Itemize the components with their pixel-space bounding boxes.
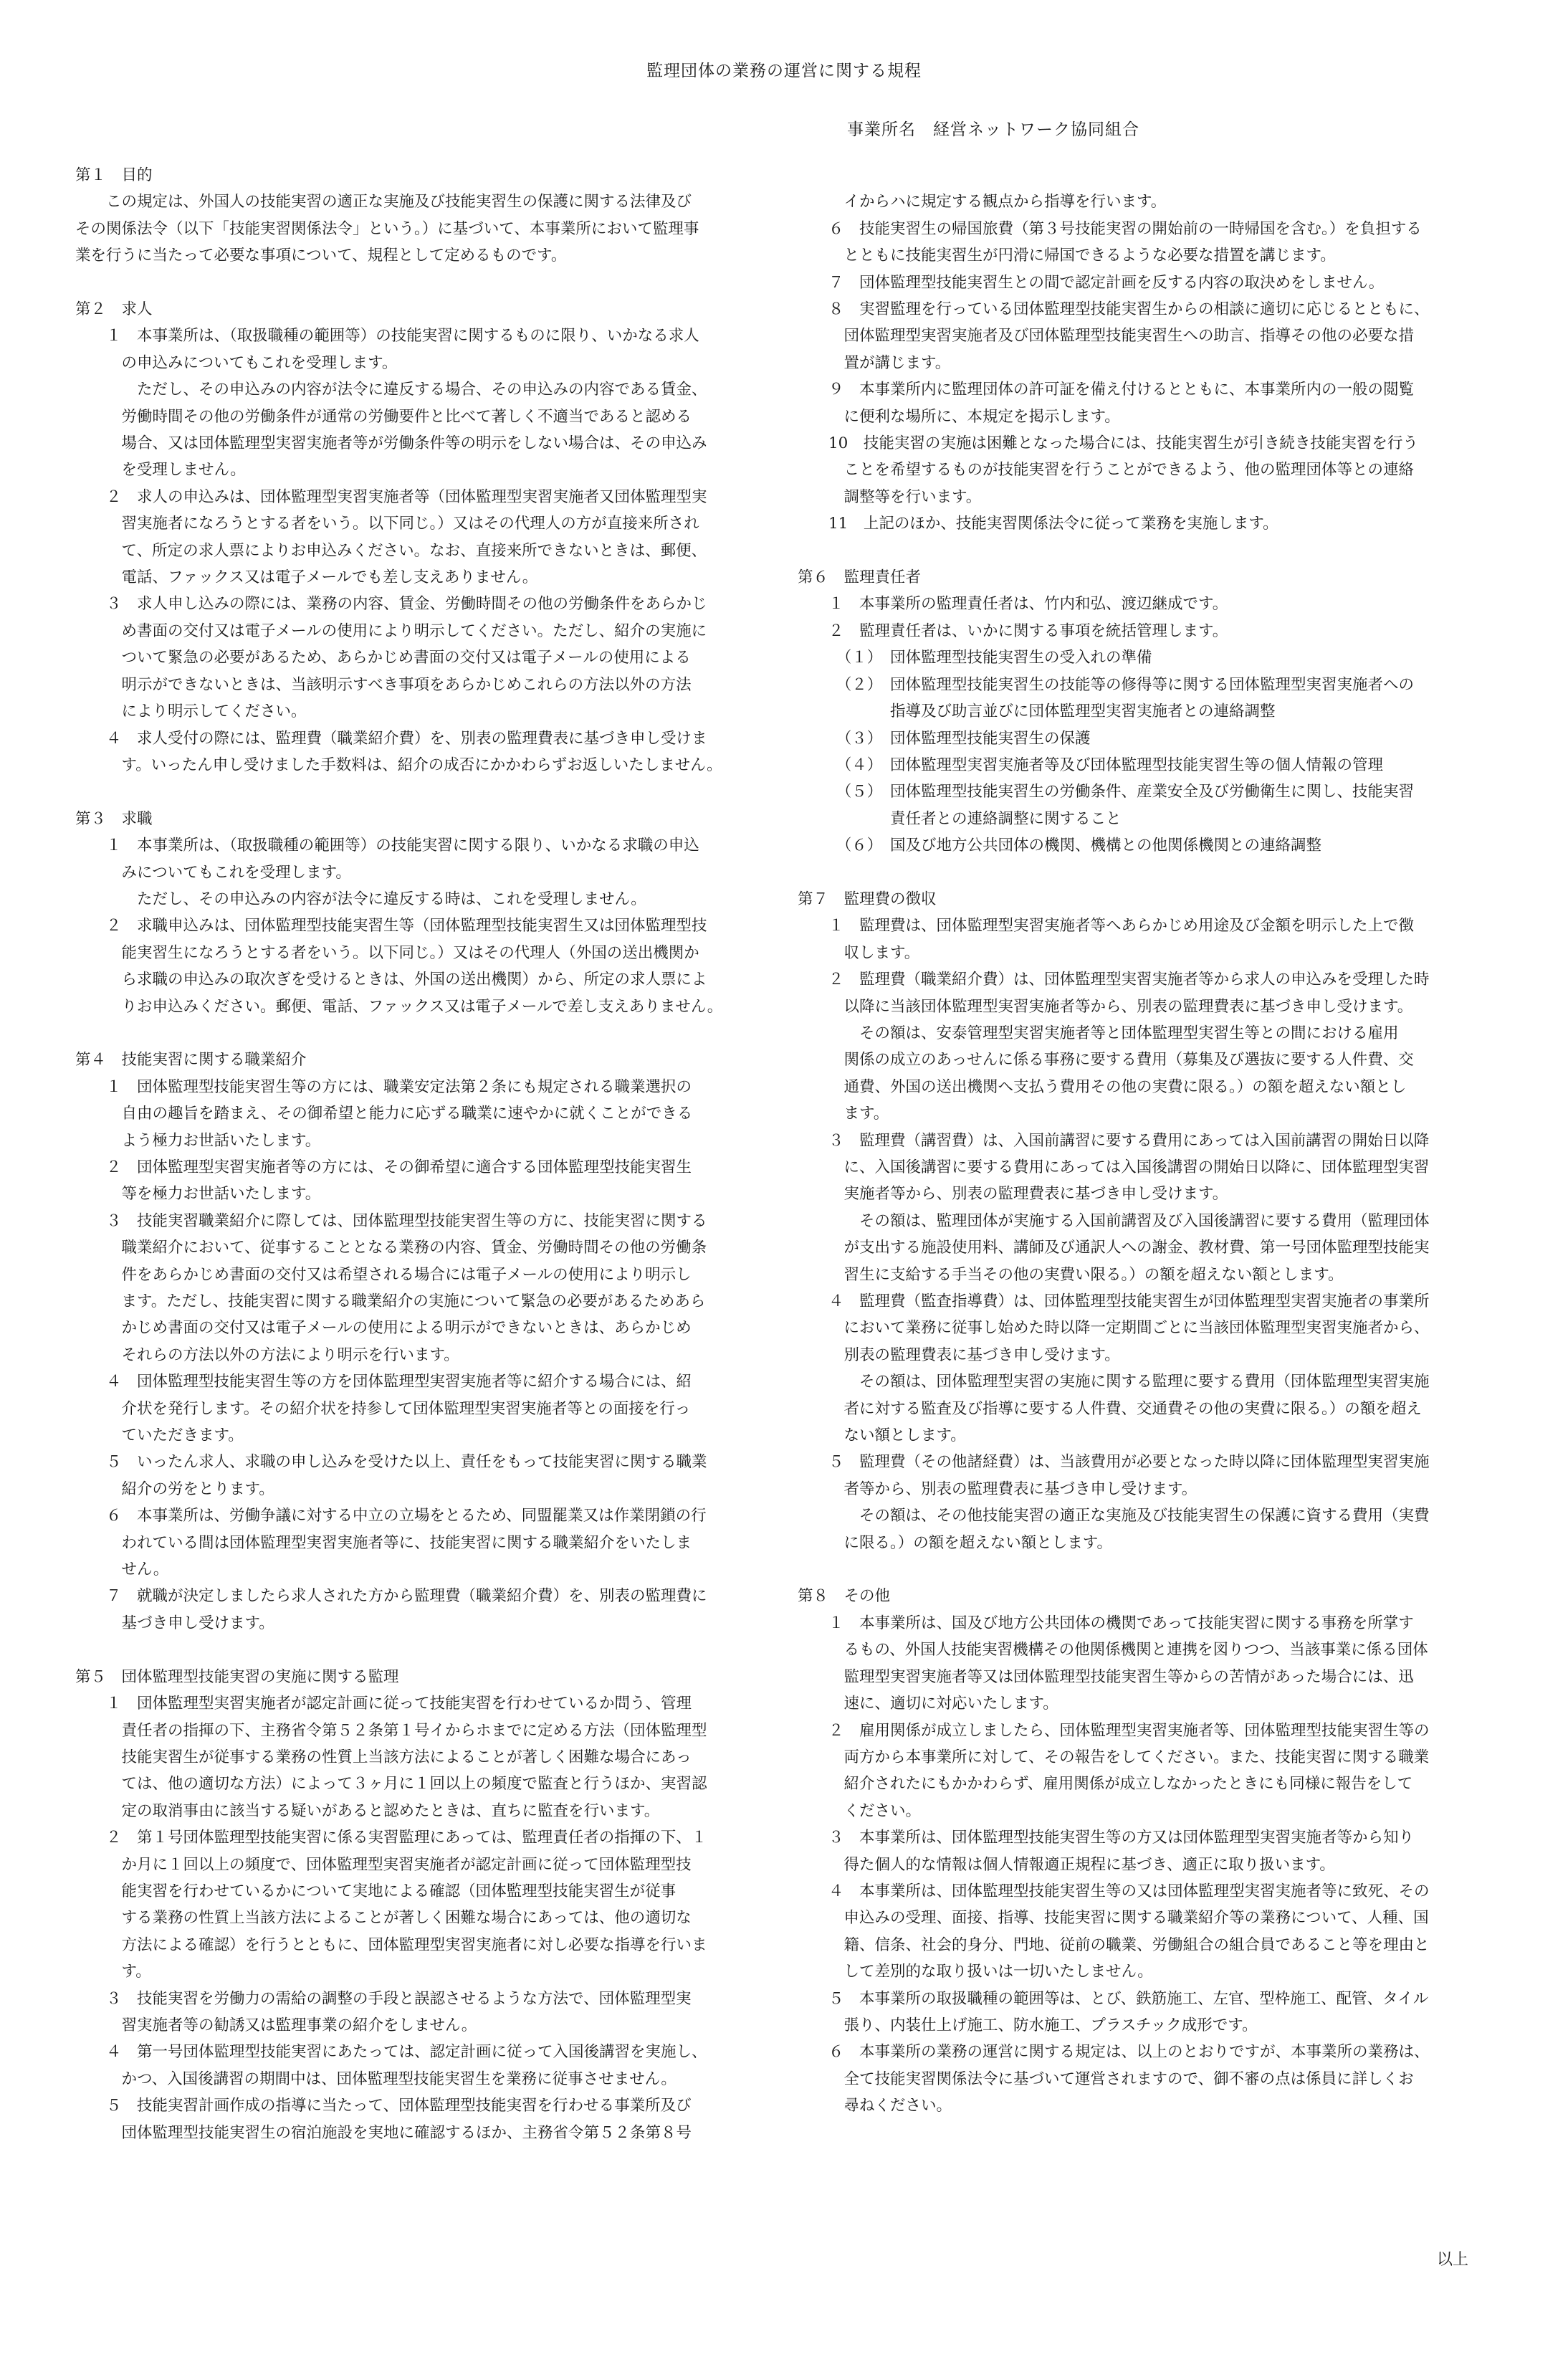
text-line: せん。: [75, 1561, 169, 1579]
blank-line: [798, 538, 1514, 564]
section-heading: 第１ 目的: [75, 166, 153, 184]
text-line: 申込みの受理、面接、指導、技能実習に関する職業紹介等の業務について、人種、国: [798, 1909, 1429, 1928]
text-line: する業務の性質上当該方法によることが著しく困難な場合にあっては、他の適切な: [75, 1909, 692, 1928]
text-line: に、入国後講習に要する費用にあっては入国後講習の開始日以降に、団体監理型実習: [798, 1158, 1430, 1176]
text-line: か月に１回以上の頻度で、団体監理型実習実施者が認定計画に従って団体監理型技: [75, 1855, 692, 1874]
text-line: ない額とします。: [798, 1427, 966, 1445]
blank-line: [75, 1637, 792, 1663]
text-line: （４） 団体監理型実習実施者等及び団体監理型技能実習生等の個人情報の管理: [798, 756, 1384, 774]
text-line: ３ 技能実習を労働力の需給の調整の手段と誤認させるような方法で、団体監理型実: [75, 1989, 692, 2008]
text-line: 責任者の指揮の下、主務省令第５２条第１号イからホまでに定める方法（団体監理型: [75, 1721, 707, 1740]
text-line: ください。: [798, 1801, 922, 1820]
text-line: 監理型実習実施者等又は団体監理型技能実習生等からの苦情があった場合には、迅: [798, 1667, 1414, 1686]
text-line: 11 上記のほか、技能実習関係法令に従って業務を実施します。: [798, 515, 1278, 533]
text-line: ただし、その申込みの内容が法令に違反する場合、その申込みの内容である賃金、: [75, 381, 707, 399]
text-line: ていただきます。: [75, 1427, 244, 1445]
text-line: 団体監理型実習実施者及び団体監理型技能実習生への助言、指導その他の必要な措: [798, 327, 1415, 346]
text-line: 業を行うに当たって必要な事項について、規程として定めるものです。: [75, 247, 567, 265]
section-heading: 第４ 技能実習に関する職業紹介: [75, 1051, 307, 1070]
closing-mark: 以上: [1437, 2251, 1469, 2269]
text-line: ます。: [798, 1105, 889, 1123]
text-line: ２ 監理責任者は、いかに関する事項を統括管理します。: [798, 622, 1228, 640]
text-line: ２ 団体監理型実習実施者等の方には、その御希望に適合する団体監理型技能実習生: [75, 1158, 692, 1176]
text-line: ６ 本事業所の業務の運営に関する規定は、以上のとおりですが、本事業所の業務は、: [798, 2043, 1430, 2062]
text-line: （６） 国及び地方公共団体の機関、機構との他関係機関との連絡調整: [798, 837, 1322, 855]
text-line: 以降に当該団体監理型実習実施者等から、別表の監理費表に基づき申し受けます。: [798, 997, 1413, 1016]
text-line: 労働時間その他の労働条件が通常の労働要件と比べて著しく不適当であると認める: [75, 407, 692, 426]
text-line: す。いったん申し受けました手数料は、紹介の成否にかかわらずお返しいたしません。: [75, 756, 722, 774]
text-line: 基づき申し受けます。: [75, 1614, 274, 1632]
text-line: 技能実習生が従事する業務の性質上当該方法によることが著しく困難な場合にあっ: [75, 1748, 692, 1766]
text-line: それらの方法以外の方法により明示を行います。: [75, 1346, 459, 1364]
text-line: て、所定の求人票によりお申込みください。なお、直接来所できないときは、郵便、: [75, 541, 707, 560]
text-line: ３ 本事業所は、団体監理型技能実習生等の方又は団体監理型実習実施者等から知り: [798, 1829, 1415, 1847]
text-line: して差別的な取り扱いは一切いたしません。: [798, 1963, 1153, 1981]
text-line: かじめ書面の交付又は電子メールの使用による明示ができないときは、あらかじめ: [75, 1319, 692, 1338]
text-line: 関係の成立のあっせんに係る事務に要する費用（募集及び選抜に要する人件費、交: [798, 1051, 1414, 1070]
text-line: ４ 求人受付の際には、監理費（職業紹介費）を、別表の監理費表に基づき申し受けま: [75, 729, 707, 748]
text-line: 方法による確認）を行うとともに、団体監理型実習実施者に対し必要な指導を行いま: [75, 1935, 707, 1954]
section-heading: 第２ 求人: [75, 300, 153, 319]
text-line: ５ 技能実習計画作成の指導に当たって、団体監理型技能実習を行わせる事業所及び: [75, 2097, 692, 2115]
text-line: 習生に支給する手当その他の実費い限る。）の額を超えない額とします。: [798, 1265, 1344, 1284]
text-line: りお申込みください。郵便、電話、ファックス又は電子メールで差し支えありません。: [75, 997, 723, 1016]
text-line: 習実施者等の勧誘又は監理事業の紹介をしません。: [75, 2016, 477, 2034]
text-line: よう極力お世話いたします。: [75, 1131, 321, 1150]
right-column: [798, 162, 1514, 2120]
text-line: ４ 監理費（監査指導費）は、団体監理型技能実習生が団体監理型実習実施者の事業所: [798, 1292, 1430, 1311]
section-heading: 第５ 団体監理型技能実習の実施に関する監理: [75, 1667, 399, 1686]
text-line: 尋ねください。: [798, 2097, 952, 2115]
text-line: 責任者との連絡調整に関すること: [798, 809, 1122, 828]
text-line: ３ 求人申し込みの際には、業務の内容、賃金、労働時間その他の労働条件をあらかじ: [75, 595, 707, 614]
blank-line: [75, 778, 792, 805]
text-line: 能実習生になろうとする者をいう。以下同じ。）又はその代理人（外国の送出機関か: [75, 943, 699, 962]
text-line: 能実習を行わせているかについて実地による確認（団体監理型技能実習生が従事: [75, 1882, 677, 1900]
text-line: 張り、内装仕上げ施工、防水施工、プラスチック成形です。: [798, 2016, 1258, 2034]
text-line: 籍、信条、社会的身分、門地、従前の職業、労働組合の組合員であること等を理由と: [798, 1935, 1430, 1954]
text-line: を受理しません。: [75, 461, 246, 480]
text-line: ２ 第１号団体監理型技能実習に係る実習監理にあっては、監理責任者の指揮の下、１: [75, 1829, 707, 1847]
text-line: その額は、団体監理型実習の実施に関する監理に要する費用（団体監理型実習実施: [798, 1373, 1430, 1391]
office-name: 事業所名 経営ネットワーク協同組合: [847, 120, 1139, 139]
text-line: ２ 求職申込みは、団体監理型技能実習生等（団体監理型技能実習生又は団体監理型技: [75, 917, 707, 935]
text-line: ２ 求人の申込みは、団体監理型実習実施者等（団体監理型実習実施者又団体監理型実: [75, 487, 707, 506]
text-line: 定の取消事由に該当する疑いがあると認めたときは、直ちに監査を行います。: [75, 1801, 660, 1820]
text-line: により明示してください。: [75, 703, 307, 721]
text-line: ては、他の適切な方法）によって３ヶ月に１回以上の頻度で監査と行うほか、実習認: [75, 1775, 707, 1794]
text-line: 別表の監理費表に基づき申し受けます。: [798, 1346, 1120, 1364]
text-line: ５ 本事業所の取扱職種の範囲等は、とび、鉄筋施工、左官、型枠施工、配管、タイル: [798, 1989, 1429, 2008]
text-line: （２） 団体監理型技能実習生の技能等の修得等に関する団体監理型実習実施者への: [798, 675, 1415, 694]
document-title: 監理団体の業務の運営に関する規程: [646, 62, 922, 80]
text-line: その額は、その他技能実習の適正な実施及び技能実習生の保護に資する費用（実費: [798, 1507, 1430, 1525]
text-line: みについてもこれを受理します。: [75, 863, 351, 882]
text-line: 自由の趣旨を踏まえ、その御希望と能力に応ずる職業に速やかに就くことができる: [75, 1105, 693, 1123]
text-line: ついて緊急の必要があるため、あらかじめ書面の交付又は電子メールの使用による: [75, 649, 691, 667]
text-line: 場合、又は団体監理型実習実施者等が労働条件等の明示をしない場合は、その申込み: [75, 434, 707, 453]
text-line: 件をあらかじめ書面の交付又は希望される場合には電子メールの使用により明示し: [75, 1265, 692, 1284]
text-line: ２ 雇用関係が成立しましたら、団体監理型実習実施者等、団体監理型技能実習生等の: [798, 1721, 1430, 1740]
text-line: ４ 本事業所は、団体監理型技能実習生等の又は団体監理型実習実施者等に致死、その: [798, 1882, 1430, 1900]
text-line: ７ 就職が決定しましたら求人された方から監理費（職業紹介費）を、別表の監理費に: [75, 1587, 707, 1606]
text-line: 職業紹介において、従事することとなる業務の内容、賃金、労働時間その他の労働条: [75, 1239, 707, 1257]
text-line: １ 団体監理型実習実施者が認定計画に従って技能実習を行わせているか問う、管理: [75, 1695, 692, 1713]
text-line: 調整等を行います。: [798, 487, 982, 506]
text-line: １ 本事業所は、（取扱職種の範囲等）の技能実習に関する限り、いかなる求職の申込: [75, 837, 699, 855]
text-line: １ 監理費は、団体監理型実習実施者等へあらかじめ用途及び金額を明示した上で徴: [798, 917, 1415, 935]
text-line: イからハに規定する観点から指導を行います。: [798, 193, 1167, 211]
text-line: その額は、安泰管理型実習実施者等と団体監理型実習生等との間における雇用: [798, 1024, 1399, 1042]
text-line: 実施者等から、別表の監理費表に基づき申し受けます。: [798, 1185, 1228, 1204]
text-line: その関係法令（以下「技能実習関係法令」という。）に基づいて、本事業所において監理事: [75, 219, 699, 238]
text-line: ７ 団体監理型技能実習生との間で認定計画を反する内容の取決めをしません。: [798, 273, 1385, 292]
text-line: ６ 技能実習生の帰国旅費（第３号技能実習の開始前の一時帰国を含む。）を負担する: [798, 219, 1422, 238]
text-line: ６ 本事業所は、労働争議に対する中立の立場をとるため、同盟罷業又は作業閉鎖の行: [75, 1507, 707, 1525]
text-line: 団体監理型技能実習生の宿泊施設を実地に確認するほか、主務省令第５２条第８号: [75, 2123, 692, 2142]
text-line: 介状を発行します。その紹介状を持参して団体監理型実習実施者等との面接を行っ: [75, 1399, 691, 1418]
text-line: 明示ができないときは、当該明示すべき事項をあらかじめこれらの方法以外の方法: [75, 675, 692, 694]
text-line: ４ 団体監理型技能実習生等の方を団体監理型実習実施者等に紹介する場合には、紹: [75, 1373, 692, 1391]
text-line: に便利な場所に、本規定を掲示します。: [798, 407, 1120, 426]
text-line: ８ 実習監理を行っている団体監理型技能実習生からの相談に適切に応じるとともに、: [798, 300, 1430, 319]
text-line: とともに技能実習生が円滑に帰国できるような必要な措置を講じます。: [798, 247, 1336, 265]
blank-line: [75, 1020, 792, 1047]
text-line: この規定は、外国人の技能実習の適正な実施及び技能実習生の保護に関する法律及び: [75, 193, 692, 211]
text-line: ５ いったん求人、求職の申し込みを受けた以上、責任をもって技能実習に関する職業: [75, 1453, 707, 1472]
text-line: １ 本事業所は、（取扱職種の範囲等）の技能実習に関するものに限り、いかなる求人: [75, 327, 699, 346]
text-line: ２ 監理費（職業紹介費）は、団体監理型実習実施者等から求人の申込みを受理した時: [798, 971, 1430, 989]
text-line: 収します。: [798, 943, 920, 962]
blank-line: [798, 859, 1514, 886]
text-line: す。: [75, 1963, 151, 1981]
text-line: ただし、その申込みの内容が法令に違反する時は、これを受理しません。: [75, 890, 646, 908]
text-line: その額は、監理団体が実施する入国前講習及び入国後講習に要する費用（監理団体: [798, 1211, 1430, 1230]
text-line: 通費、外国の送出機関へ支払う費用その他の実費に限る。）の額を超えない額とし: [798, 1077, 1407, 1096]
text-line: ことを希望するものが技能実習を行うことができるよう、他の監理団体等との連絡: [798, 461, 1415, 480]
text-line: かつ、入国後講習の期間中は、団体監理型技能実習生を業務に従事させません。: [75, 2070, 677, 2088]
text-line: 10 技能実習の実施は困難となった場合には、技能実習生が引き続き技能実習を行う: [798, 434, 1418, 453]
text-line: 得た個人的な情報は個人情報適正規程に基づき、適正に取り扱います。: [798, 1855, 1335, 1874]
text-line: ます。ただし、技能実習に関する職業紹介の実施について緊急の必要があるためあら: [75, 1292, 706, 1311]
text-line: 速に、適切に対応いたします。: [798, 1695, 1058, 1713]
text-line: の申込みについてもこれを受理します。: [75, 353, 398, 372]
section-heading: 第３ 求職: [75, 809, 153, 828]
text-line: （１） 団体監理型技能実習生の受入れの準備: [798, 649, 1152, 667]
text-line: 者等から、別表の監理費表に基づき申し受けます。: [798, 1480, 1197, 1498]
text-line: ら求職の申込みの取次ぎを受けるときは、外国の送出機関）から、所定の求人票によ: [75, 971, 707, 989]
text-line: （５） 団体監理型技能実習生の労働条件、産業安全及び労働衛生に関し、技能実習: [798, 783, 1415, 801]
text-line: ３ 技能実習職業紹介に際しては、団体監理型技能実習生等の方に、技能実習に関する: [75, 1211, 707, 1230]
text-line: ５ 監理費（その他諸経費）は、当該費用が必要となった時以降に団体監理型実習実施: [798, 1453, 1430, 1472]
text-line: われている間は団体監理型実習実施者等に、技能実習に関する職業紹介をいたしま: [75, 1533, 692, 1552]
section-heading: 第６ 監理責任者: [798, 568, 922, 587]
text-line: 全て技能実習関係法令に基づいて運営されますので、御不審の点は係員に詳しくお: [798, 2070, 1414, 2088]
text-line: において業務に従事し始めた時以降一定期間ごとに当該団体監理型実習実施者から、: [798, 1319, 1430, 1338]
text-line: １ 本事業所は、国及び地方公共団体の機関であって技能実習に関する事務を所掌す: [798, 1614, 1414, 1632]
text-line: （３） 団体監理型技能実習生の保護: [798, 729, 1091, 748]
text-line: ３ 監理費（講習費）は、入国前講習に要する費用にあっては入国前講習の開始日以降: [798, 1131, 1430, 1150]
section-heading: 第８ その他: [798, 1587, 891, 1606]
text-line: 者に対する監査及び指導に要する人件費、交通費その他の実費に限る。）の額を超え: [798, 1399, 1422, 1418]
blank-line: [798, 1556, 1514, 1583]
text-line: 置が講じます。: [798, 353, 951, 372]
text-line: １ 本事業所の監理責任者は、竹内和弘、渡辺継成です。: [798, 595, 1228, 614]
text-line: に限る。）の額を超えない額とします。: [798, 1533, 1113, 1552]
text-line: が支出する施設使用料、講師及び通訳人への謝金、教材費、第一号団体監理型技能実: [798, 1239, 1430, 1257]
blank-line: [75, 270, 792, 296]
text-line: 習実施者になろうとする者をいう。以下同じ。）又はその代理人の方が直接来所され: [75, 515, 699, 533]
text-line: るもの、外国人技能実習機構その他関係機関と連携を図りつつ、当該事業に係る団体: [798, 1641, 1428, 1659]
text-line: 紹介されたにもかかわらず、雇用関係が成立しなかったときにも同様に報告をして: [798, 1775, 1413, 1794]
text-line: １ 団体監理型技能実習生等の方には、職業安定法第２条にも規定される職業選択の: [75, 1077, 692, 1096]
text-line: 電話、ファックス又は電子メールでも差し支えありません。: [75, 568, 538, 587]
text-line: 指導及び助言並びに団体監理型実習実施者との連絡調整: [798, 703, 1276, 721]
text-line: 等を極力お世話いたします。: [75, 1185, 321, 1204]
left-column: [75, 162, 792, 2146]
text-line: ９ 本事業所内に監理団体の許可証を備え付けるとともに、本事業所内の一般の閲覧: [798, 381, 1415, 399]
text-line: 両方から本事業所に対して、その報告をしてください。また、技能実習に関する職業: [798, 1748, 1430, 1766]
text-line: め書面の交付又は電子メールの使用により明示してください。ただし、紹介の実施に: [75, 622, 707, 640]
text-line: 紹介の労をとります。: [75, 1480, 274, 1498]
text-line: ４ 第一号団体監理型技能実習にあたっては、認定計画に従って入国後講習を実施し、: [75, 2043, 707, 2062]
blank-line: [798, 162, 1514, 189]
section-heading: 第７ 監理費の徴収: [798, 890, 937, 908]
